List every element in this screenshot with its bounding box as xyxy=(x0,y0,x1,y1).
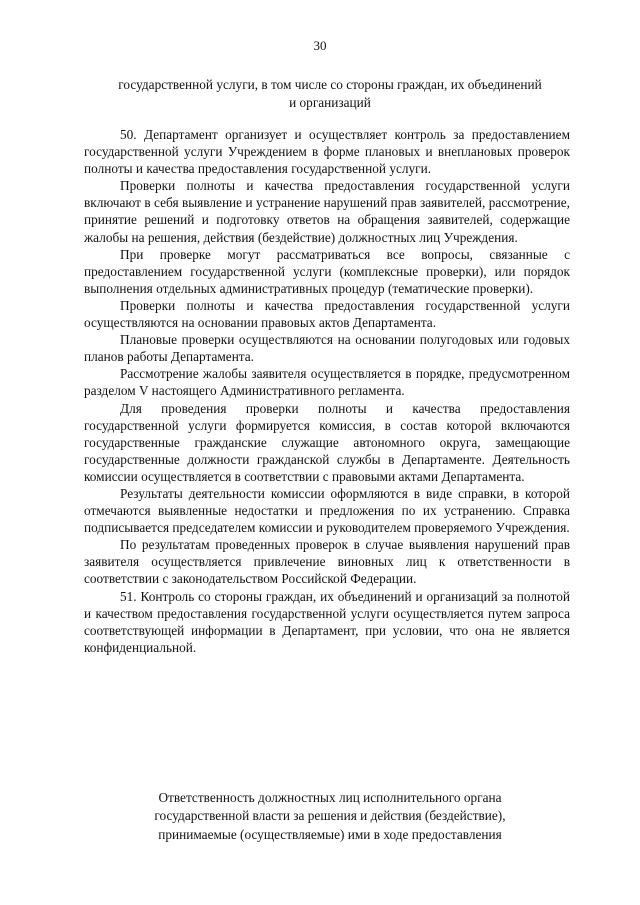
page-number: 30 xyxy=(313,38,327,53)
paragraph: Для проведения проверки полноты и качества предоставления государственной услуги формируется комиссия, в состав которой включаются государственные гражданские служащие автономного округа, замещающие государственные должности гражданской службы в Департаменте. Деятельность комиссии осуществляется в соответствии с правовыми актами Департамента. xyxy=(84,400,570,484)
heading-line: государственной услуги, в том числе со стороны граждан, их объединений xyxy=(118,77,542,92)
heading-line: государственной власти за решения и действия (бездействие), xyxy=(154,808,506,824)
paragraph: По результатам проведенных проверок в случае выявления нарушений прав заявителя осуществляется привлечение виновных лиц к ответственности в соответствии с законодательством Российской Федерации. xyxy=(84,537,570,587)
paragraph-51: 51. Контроль со стороны граждан, их объединений и организаций за полнотой и качеством предоставления государственной услуги осуществляется путем запроса соответствующей информации в Департамент, при условии, что она не является конфиденциальной. xyxy=(84,588,570,655)
paragraph: Плановые проверки осуществляются на основании полугодовых или годовых планов работы Департамента. xyxy=(84,332,570,365)
heading-line: Ответственность должностных лиц исполнительного органа xyxy=(158,790,502,805)
section-heading-continued xyxy=(82,76,578,111)
paragraph: Рассмотрение жалобы заявителя осуществляется в порядке, предусмотренном разделом V настоящего Административного регламента. xyxy=(84,366,570,399)
paragraph-50: 50. Департамент организует и осуществляет контроль за предоставлением государственной услуги Учреждением в форме плановых и внеплановых проверок полноты и качества предоставления государственной услуги. xyxy=(84,127,570,177)
section-heading-responsibility xyxy=(82,789,578,844)
body-text xyxy=(84,126,570,656)
paragraph: При проверке могут рассматриваться все вопросы, связанные с предоставлением государственной услуги (комплексные проверки), или порядок выполнения отдельных административных процедур (тематические проверки). xyxy=(84,246,570,296)
paragraph: Проверки полноты и качества предоставления государственной услуги осуществляются на основании правовых актов Департамента. xyxy=(84,297,570,331)
heading-line: и организаций xyxy=(289,94,371,110)
heading-line: принимаемые (осуществляемые) ими в ходе предоставления xyxy=(158,826,502,842)
paragraph: Результаты деятельности комиссии оформляются в виде справки, в которой отмечаются выявленные недостатки и предложения по их устранению. Справка подписывается председателем комиссии и руководителем проверяемого Учреждения. xyxy=(84,485,570,536)
paragraph: Проверки полноты и качества предоставления государственной услуги включают в себя выявление и устранение нарушений прав заявителей, рассмотрение, принятие решений и подготовку ответов на обращения заявителей, содержащие жалобы на решения, действия (бездействие) должностных лиц Учреждения. xyxy=(84,178,570,245)
